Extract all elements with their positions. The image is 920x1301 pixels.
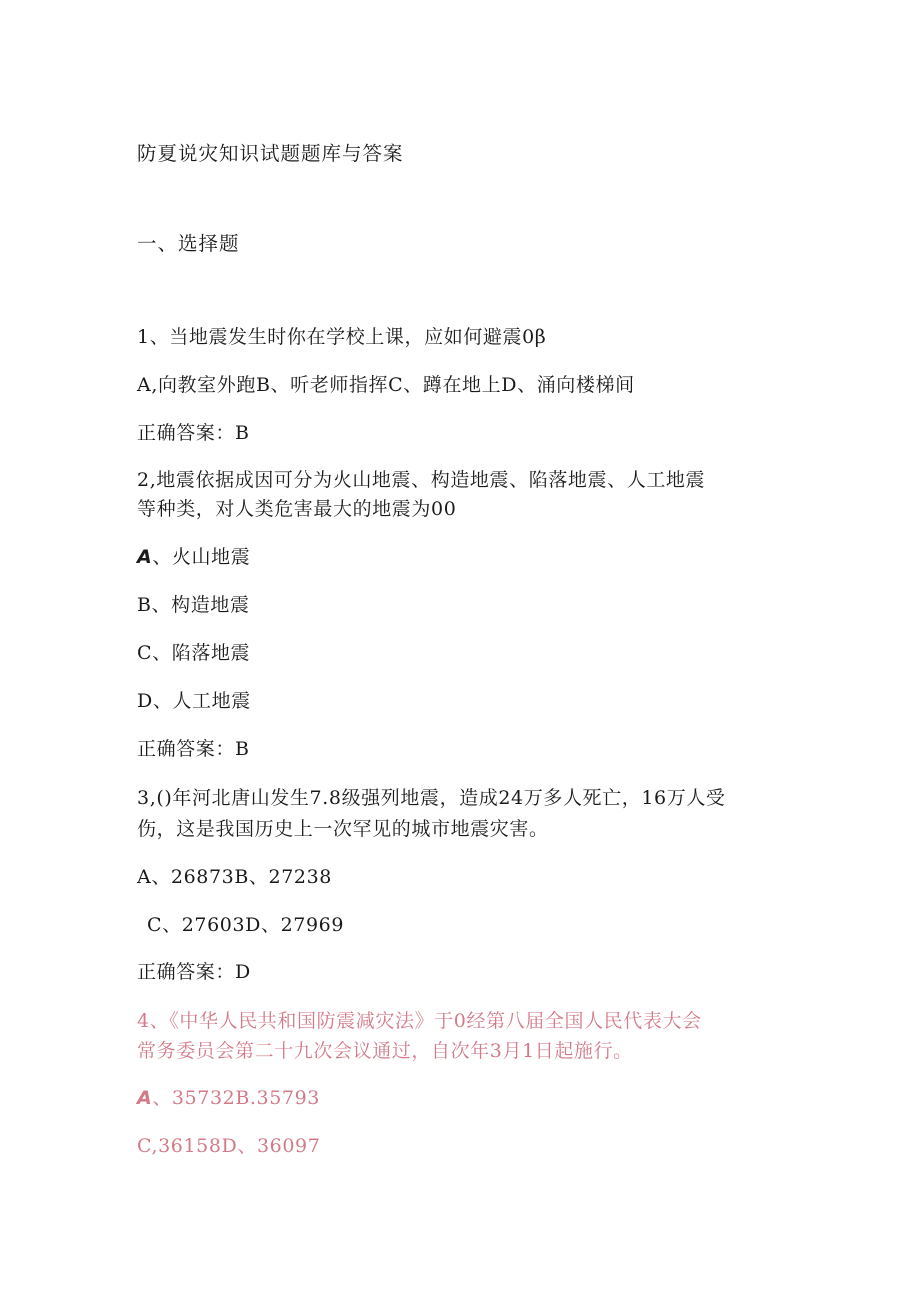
question-2-option-a (137, 542, 250, 572)
question-3-options-cd: C、27603D、27969 (147, 914, 345, 936)
section-heading: 一、选择题 (137, 232, 240, 255)
question-2-line-2: 等种类，对人类危害最大的地震为00 (137, 498, 457, 520)
question-1-answer: 正确答案：B (137, 422, 250, 444)
question-3-line-2: 伤，这是我国历史上一次罕见的城市地震灾害。 (137, 818, 549, 840)
question-4-options-cd: C,36158D、36097 (137, 1135, 321, 1157)
question-2-line-1: 2,地震依据成因可分为火山地震、构造地震、陷落地震、人工地震 (137, 469, 706, 491)
question-1: 1、当地震发生时你在学校上课，应如何避震0β (137, 326, 547, 348)
question-1-options: A,向教室外跑B、听老师指挥C、蹲在地上D、涌向楼梯间 (137, 374, 635, 396)
question-3-line-1: 3,()年河北唐山发生7.8级强列地震，造成24万多人死亡，16万人受 (137, 787, 726, 809)
option-ab-text: 、35732B.35793 (152, 1087, 320, 1109)
question-4-line-1: 4、《中华人民共和国防震减灾法》于0经第八届全国人民代表大会 (137, 1010, 702, 1032)
question-2-option-c: C、陷落地震 (137, 642, 251, 664)
document-title: 防夏说灾知识试题题库与答案 (137, 142, 404, 165)
question-3-options-ab: A、26873B、27238 (137, 866, 332, 888)
question-2-option-d: D、人工地震 (137, 690, 251, 712)
question-2-option-b: B、构造地震 (137, 594, 250, 616)
option-a-text: 、火山地震 (152, 546, 251, 568)
question-4-line-2: 常务委员会第二十九次会议通过，自次年3月1日起施行。 (137, 1040, 633, 1062)
question-3-answer: 正确答案：D (137, 961, 251, 983)
option-letter-a: A (137, 546, 153, 568)
question-2-answer: 正确答案：B (137, 738, 250, 760)
option-letter-a: A (137, 1087, 153, 1109)
question-4-options-ab (137, 1083, 320, 1113)
